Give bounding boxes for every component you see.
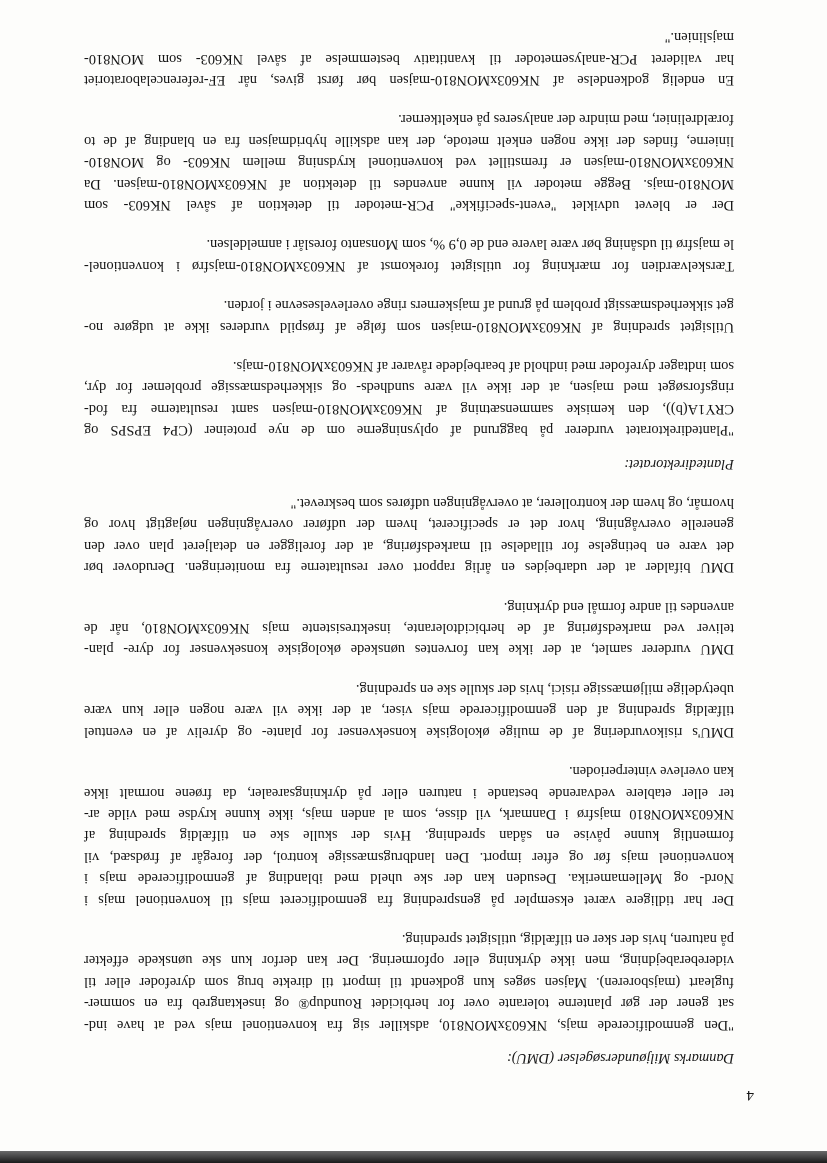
paragraph [84,492,734,578]
text-line: En endelig godkendelse af NK603xMON810-majsen bør først gives, når EF-referencelaboratoriet [84,71,734,88]
text-line: teliver ved markedsføring af de herbicidtolerante, insektresistente majs NK603xMON810, når de [84,620,734,637]
text-line: DMU's risikovurdering af de mulige økologiske konsekvenser for plante- og dyreliv af en eventuel [84,723,734,740]
paragraph-gap [84,90,734,108]
text-line: NK603xMON810 majsfrø i Danmark, vil disse, som al anden majs, ikke kunne krydse med vilde ar- [84,805,734,822]
section-gap [84,474,734,492]
text-column [84,26,734,1068]
text-line: le majsfrø til udsåning bør være lavere end de 0,9 %, som Monsanto foreslår i anmeldelsen. [206,236,734,253]
text-line: konventionel majs før og efter import. Den landbrugsmæssige kontrol, der foregår af frødsæd, vil [84,848,734,865]
text-line: "Plantedirektoratet vurderer på baggrund af oplysningerne om de nye proteiner (CP4 EPSPS og [84,422,734,439]
text-line: CRY1A(b)), den kemiske sammensætning af NK603xMON810-majsen samt resultaterne fra fod- [84,400,734,417]
text-line: "Den genmodificerede majs, NK603xMON810, adskiller sig fra konventionel majs ved at have ind- [84,1016,734,1033]
text-line: Der er blevet udviklet "event-specifikke" PCR-metoder til detektion af såvel NK603- som [84,197,734,213]
paragraph-gap [84,660,734,678]
paragraph-gap [84,276,734,294]
text-line: sat gener der gør planterne tolerante over for herbicidet Roundup® og insektangreb fra en sommer- [84,995,734,1012]
paragraph-gap [84,215,734,233]
text-line: tilfældig spredning af den genmodificerede majs viser, at der ikke vil være nogen eller kun være [84,702,734,719]
text-line: generelle overvågning, hvor det er specificeret, hvem der udfører overvågningen nøjagtigt hvor og [84,516,734,533]
text-line: ter eller etablere vedvarende bestande i naturen eller på dyrkningsarealer, da frøene normalt ikke [84,784,734,801]
text-line: majslinien." [664,29,734,46]
page-number: 4 [746,1087,754,1103]
paragraph [84,108,734,215]
text-line: DMU vurderer samlet, at der ikke kan forventes uønskede økologiske konsekvenser for dyre- plan- [84,641,734,658]
text-line: kan overleve vinterperioden. [568,763,734,780]
text-line: linierne, findes der ikke nogen enkelt metode, der kan adskille hybridmajsen fra en blanding af de to [84,132,734,149]
text-line: forældrelinier, med mindre der analyseres på enkeltkerner. [398,111,734,128]
text-line: Utilsigtet spredning af NK603xMON810-majsen som følge af frøspild vurderes ikke at udgøre no- [84,318,734,335]
paragraph-gap [84,577,734,595]
paragraph-gap [84,742,734,760]
section-heading: Danmarks Miljøundersøgelser (DMU): [506,1050,734,1066]
paragraph [84,760,734,910]
paragraph [84,595,734,659]
text-line: har valideret PCR-analysemetoder til kvantitativ bestemmelse af såvel NK603- som MON810- [84,50,734,67]
paragraph [84,678,734,742]
paragraph-gap [84,440,734,452]
text-line: DMU bifalder at der udarbejdes en årlig rapport over resultaterne fra moniteringen. Derudover bør [84,559,734,576]
text-line: NK603xMON810-majsen er fremstillet ved konventionel krydsning mellem NK603- og MON810- [84,154,734,171]
text-line: formentlig kunne påvise en sådan spredning. Hvis der skulle ske en tilfældig spredning af [84,827,734,844]
paragraph [84,355,734,441]
paragraph [84,928,734,1035]
paragraph [84,233,734,276]
text-line: Der har tidligere været eksempler på genspredning fra genmodificeret majs til konventionel majs i [84,891,734,908]
text-line: get sikkerhedsmæssigt problem på grund af majskerners ringe overlevelsesevne i jorden. [223,297,734,314]
text-line: anvendes til andre formål end dyrkning. [503,598,734,615]
text-line: MON810-majs. Begge metoder vil kunne anvendes til detektion af NK603xMON810-majsen. Da [84,175,734,192]
text-line: ubetydelige miljømæssige risici, hvis der skulle ske en spredning. [355,680,734,697]
text-line: hvornår, og hvem der kontrollerer, at overvågningen udføres som beskrevet." [290,495,734,512]
paragraph-gap [84,1035,734,1047]
text-line: på naturen, hvis der sker en tilfældig, utilsigtet spredning. [401,930,734,947]
text-line: Nord- og Mellemamerika. Desuden kan der ske uheld med iblanding af genmodificerede majs i [84,870,734,887]
section-heading: Plantedirektoratet: [624,455,734,472]
text-line: det være en betingelse for tilladelse til markedsføring, at der foreligger en detaljeret plan over den [84,537,734,554]
paragraph [84,26,734,90]
paragraph-gap [84,910,734,928]
paragraph [84,294,734,337]
text-line: ringsforsøget med majsen, at der ikke vil være sundheds- og sikkerhedsmæssige problemer for dyr, [84,379,734,396]
text-line: videreberabejdning, men ikke dyrkning eller opformering. Der kan derfor kun ske uønskede effekter [84,952,734,969]
text-line: Tærskelværdien for mærkning for utilsigtet forekomst af NK603xMON810-majsfrø i konventionel- [84,257,734,274]
paragraph-gap [84,337,734,355]
text-line: fugleart (majsboreren). Majsen søges kun godkendt til import til direkte brug som dyrefoder eller til [84,973,734,990]
text-line: som indtager dyrefoder med indhold af bearbejdede råvarer af NK603xMON810-majs. [232,358,734,375]
